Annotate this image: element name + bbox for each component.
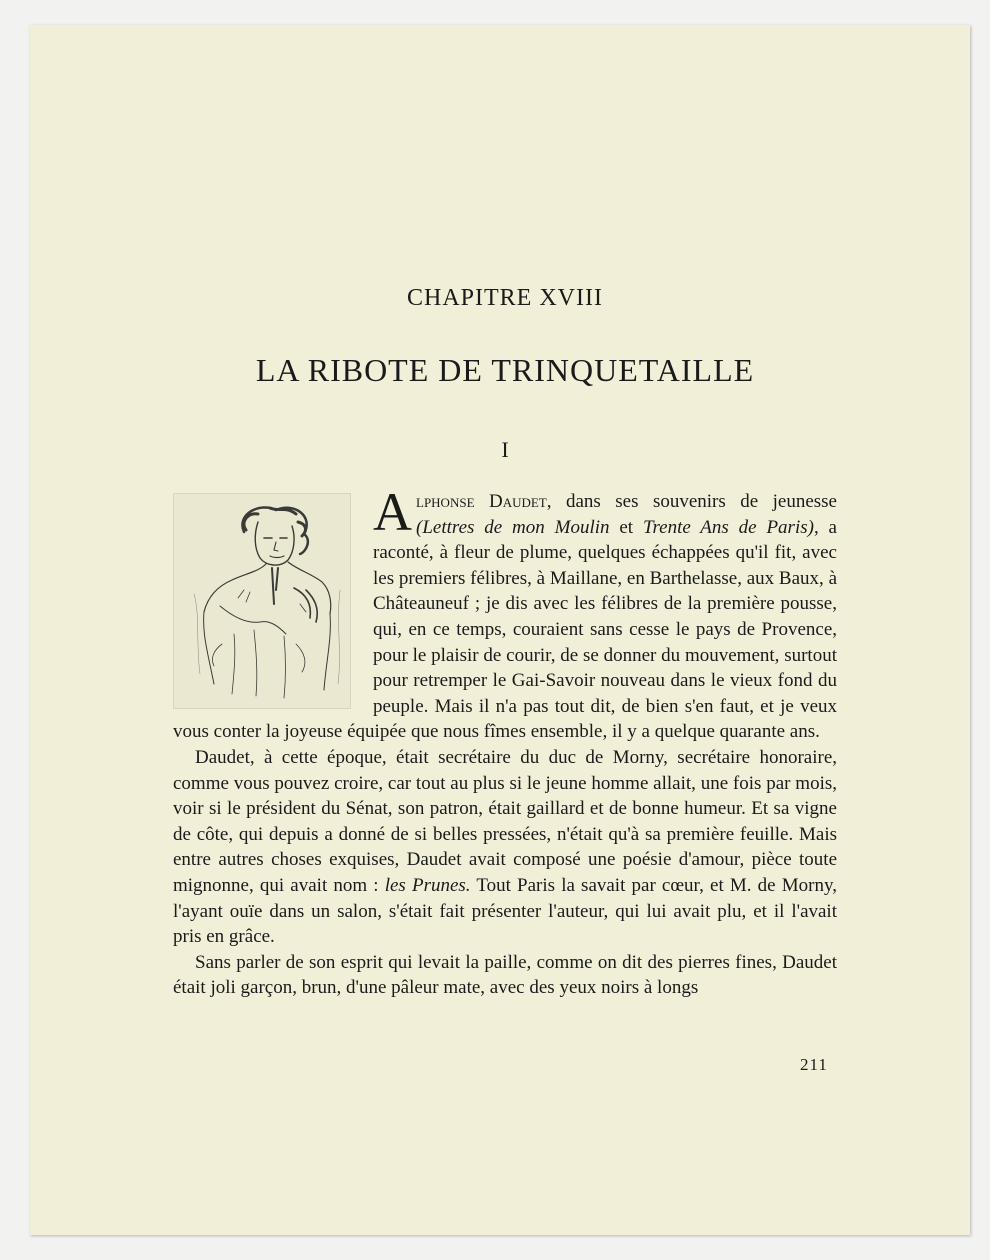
section-numeral: I [501, 437, 509, 462]
page-content [173, 285, 837, 1001]
chapter-number: CHAPITRE XVIII [407, 285, 603, 311]
etched-portrait-icon [173, 493, 351, 709]
bleed-through-text [170, 175, 840, 201]
book-title: (Lettres de mon Moulin [416, 516, 610, 538]
drop-cap: A [373, 482, 412, 542]
paragraph-1: Alphonse Daudet, dans ses souvenirs de jeunesse (Lettres de mon Moulin et Trente Ans de Paris), a raconté, à fleur de plume, quelques échappées qu'il fit, avec les premiers félibres, à Maillane, en Barthelasse, aux Baux, à Châteauneuf ; je dis avec les félibres de la première pousse, qui, en ce temps, couraient sans cesse le pays de Provence, pour le plaisir de courir, de se donner du mouvement, surtout pour retremper le Gai-Savoir nouveau dans le vieux fond du peuple. Mais il n'a pas tout dit, de bien s'en faut, et je veux vous conter la joyeuse équipée que nous fîmes ensemble, il y a quelque quarante ans. [173, 482, 837, 743]
book-title: Trente Ans de Paris) [642, 516, 814, 538]
page-number: 211 [800, 1055, 828, 1074]
author-name: lphonse Daudet [416, 491, 547, 512]
paragraph-3: Sans parler de son esprit qui levait la paille, comme on dit des pierres fines, Daudet était joli garçon, brun, d'une pâleur mate, avec des yeux noirs à longs [173, 951, 837, 999]
paragraph-2: Daudet, à cette époque, était secrétaire du duc de Morny, secrétaire honoraire, comme vous pouvez croire, car tout au plus si le jeune homme allait, une fois par mois, voir si le président du Sénat, son patron, était gaillard et de bonne humeur. Et sa vigne de côte, qui depuis a donné de si belles pressées, n'était qu'à sa première feuille. Mais entre autres choses exquises, Daudet avait composé une poésie d'amour, pièce toute mignonne, qui avait nom : les Prunes. Tout Paris la savait par cœur, et M. de Morny, l'ayant ouïe dans un salon, s'était fait présenter l'auteur, qui lui avait plu, et il l'avait pris en grâce. [173, 746, 837, 948]
book-page [30, 25, 970, 1235]
chapter-title: LA RIBOTE DE TRINQUETAILLE [255, 352, 755, 388]
poem-title: les Prunes. [384, 874, 471, 896]
body-text [173, 482, 837, 1001]
